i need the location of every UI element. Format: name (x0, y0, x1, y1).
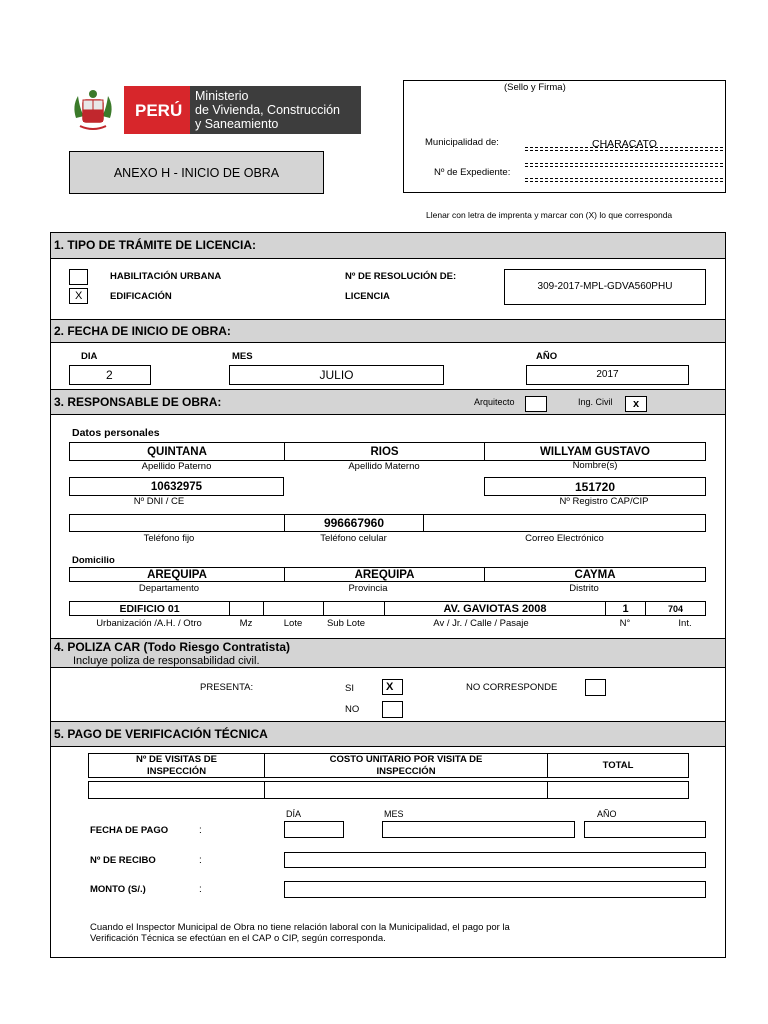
telefono-fijo-label: Teléfono fijo (143, 533, 195, 544)
expediente-line-4 (525, 181, 723, 182)
costo-header-line2: INSPECCIÓN (376, 765, 436, 777)
pago-dia-input[interactable] (284, 821, 344, 838)
ing-civil-label: Ing. Civil (578, 397, 613, 407)
municipalidad-label: Municipalidad de: (425, 137, 499, 148)
section-2-title: 2. FECHA DE INICIO DE OBRA: (54, 324, 231, 338)
municipalidad-line-2 (525, 150, 723, 151)
sello-label: (Sello y Firma) (504, 82, 566, 93)
pago-anio-input[interactable] (584, 821, 706, 838)
distrito-field[interactable]: CAYMA (574, 568, 616, 581)
no-corresponde-label: NO CORRESPONDE (466, 682, 558, 693)
anio-input[interactable] (526, 365, 689, 385)
cap-box (484, 477, 706, 496)
habilitacion-checkbox[interactable] (69, 269, 88, 285)
visitas-header (89, 754, 265, 777)
provincia-field[interactable]: AREQUIPA (285, 568, 485, 581)
ministry-line-3: y Saneamiento (195, 117, 279, 131)
edificacion-mark: X (75, 290, 83, 302)
visitas-header-line1: Nº DE VISITAS DE (136, 754, 217, 765)
apellido-paterno-field[interactable]: QUINTANA (70, 443, 285, 460)
dni-label: Nº DNI / CE (133, 496, 185, 507)
visitas-cell[interactable] (89, 782, 265, 798)
interior-field[interactable]: 704 (667, 603, 684, 614)
monto-colon: : (199, 884, 202, 895)
address-row (69, 601, 706, 616)
anio-label: AÑO (536, 351, 558, 362)
ministry-line-1: Ministerio (195, 89, 249, 103)
si-label: SI (345, 683, 354, 694)
ministry-block (190, 86, 361, 134)
presenta-label: PRESENTA: (200, 682, 254, 693)
visitas-header-line2: INSPECCIÓN (146, 765, 207, 777)
contact-row (69, 514, 706, 532)
section-5-header (51, 721, 725, 747)
mes-input[interactable] (229, 365, 444, 385)
ing-civil-checkbox[interactable] (625, 396, 647, 412)
monto-input[interactable] (284, 881, 706, 898)
total-header: TOTAL (602, 760, 634, 771)
resolucion-label-1: Nº DE RESOLUCIÓN DE: (345, 271, 457, 282)
domicilio-label: Domicilio (72, 555, 115, 566)
calle-field[interactable]: AV. GAVIOTAS 2008 (385, 602, 606, 615)
expediente-line-1 (525, 163, 723, 164)
sublote-field[interactable] (324, 602, 385, 615)
ing-civil-mark: x (633, 398, 640, 410)
no-label: NO (345, 704, 360, 715)
location-row (69, 567, 706, 582)
pago-mes-input[interactable] (382, 821, 575, 838)
pago-anio-label: AÑO (597, 809, 617, 819)
datos-personales-label: Datos personales (72, 427, 160, 439)
municipalidad-line-1 (525, 147, 723, 148)
recibo-label: Nº DE RECIBO (90, 855, 156, 866)
correo-label: Correo Electrónico (525, 533, 604, 544)
poliza-si-checkbox[interactable] (382, 679, 403, 695)
recibo-input[interactable] (284, 852, 706, 868)
resolucion-input[interactable] (504, 269, 706, 305)
dia-value: 2 (106, 368, 113, 382)
expediente-line-2 (525, 166, 723, 167)
sublote-label: Sub Lote (326, 618, 366, 629)
recibo-colon: : (199, 855, 202, 866)
peru-coat-of-arms (70, 88, 116, 134)
correo-field[interactable] (424, 515, 705, 531)
urbanizacion-label: Urbanización /A.H. / Otro (96, 618, 202, 629)
arquitecto-label: Arquitecto (474, 397, 515, 407)
anio-value: 2017 (596, 369, 619, 380)
poliza-si-mark: X (386, 681, 394, 693)
municipalidad-value[interactable]: CHARACATO (592, 138, 657, 150)
departamento-label: Departamento (138, 583, 200, 594)
mz-label: Mz (239, 618, 253, 629)
edificacion-label: EDIFICACIÓN (110, 291, 172, 302)
fecha-pago-colon: : (199, 825, 202, 836)
section-4-title: 4. POLIZA CAR (Todo Riesgo Contratista) (54, 640, 290, 654)
no-corresponde-checkbox[interactable] (585, 679, 606, 696)
pago-note-line1: Cuando el Inspector Municipal de Obra no tiene relación laboral con la Municipalidad, el pago por la (90, 922, 510, 933)
lote-field[interactable] (264, 602, 324, 615)
mz-field[interactable] (230, 602, 264, 615)
page-title: ANEXO H - INICIO DE OBRA (113, 166, 280, 180)
form-title-box (69, 151, 324, 194)
section-1-header (51, 232, 725, 259)
mes-value: JULIO (319, 368, 354, 382)
telefono-fijo-field[interactable] (70, 515, 285, 531)
costo-header-line1: COSTO UNITARIO POR VISITA DE (329, 754, 483, 765)
calle-label: Av / Jr. / Calle / Pasaje (433, 618, 529, 629)
expediente-label: Nº de Expediente: (434, 167, 511, 178)
section-4-subtitle: Incluye poliza de responsabilidad civil. (73, 655, 260, 667)
cap-field[interactable]: 151720 (574, 479, 616, 494)
distrito-label: Distrito (569, 583, 599, 594)
names-row (69, 442, 706, 461)
dni-box (69, 477, 284, 496)
pago-mes-label: MES (384, 809, 404, 819)
sello-box (403, 80, 726, 193)
arquitecto-checkbox[interactable] (525, 396, 547, 412)
section-2-header (51, 319, 725, 343)
apellido-paterno-label: Apellido Paterno (141, 461, 212, 472)
numero-field[interactable]: 1 (606, 602, 646, 615)
apellido-materno-field[interactable]: RIOS (285, 443, 485, 460)
pago-note-line2: Verificación Técnica se efectúan en el CAP o CIP, según corresponda. (90, 933, 386, 944)
total-cell[interactable] (548, 782, 688, 798)
instructions-text: Llenar con letra de imprenta y marcar con (X) lo que corresponda (426, 210, 673, 220)
lote-label: Lote (283, 618, 303, 629)
cap-label: Nº Registro CAP/CIP (559, 496, 649, 507)
pago-table-row (88, 781, 689, 799)
costo-header (265, 754, 548, 777)
nombres-label: Nombre(s) (572, 460, 618, 471)
dia-input[interactable] (69, 365, 151, 385)
dia-label: DIA (81, 351, 98, 362)
mes-label: MES (232, 351, 253, 362)
pago-dia-label: DÍA (286, 809, 302, 819)
apellido-materno-label: Apellido Materno (348, 461, 420, 472)
interior-label: Int. (678, 618, 692, 629)
section-5-title: 5. PAGO DE VERIFICACIÓN TÉCNICA (54, 727, 268, 741)
celular-field[interactable]: 996667960 (285, 515, 424, 531)
peru-brand-block (124, 86, 190, 134)
numero-label: N° (619, 618, 631, 629)
edificacion-checkbox[interactable] (69, 288, 88, 304)
peru-label: PERÚ (135, 101, 183, 120)
expediente-line-3 (525, 178, 723, 179)
resolucion-label-2: LICENCIA (345, 291, 390, 302)
coat-of-arms-icon (70, 88, 116, 134)
dni-field[interactable]: 10632975 (150, 480, 203, 493)
monto-label: MONTO (S/.) (90, 884, 146, 895)
pago-table-header (88, 753, 689, 778)
habilitacion-label: HABILITACIÓN URBANA (110, 271, 222, 282)
section-3-header (51, 389, 725, 415)
costo-cell[interactable] (265, 782, 548, 798)
section-1-title: 1. TIPO DE TRÁMITE DE LICENCIA: (54, 238, 257, 252)
section-4-header (51, 638, 725, 668)
urbanizacion-field[interactable]: EDIFICIO 01 (70, 602, 230, 615)
fecha-pago-label: FECHA DE PAGO (90, 825, 169, 836)
departamento-field[interactable]: AREQUIPA (70, 568, 285, 581)
resolucion-value: 309-2017-MPL-GDVA560PHU (537, 281, 673, 292)
nombres-field[interactable]: WILLYAM GUSTAVO (540, 445, 650, 458)
poliza-no-checkbox[interactable] (382, 701, 403, 718)
section-3-title: 3. RESPONSABLE DE OBRA: (54, 395, 222, 409)
celular-label: Teléfono celular (320, 533, 387, 544)
ministry-line-2: de Vivienda, Construcción (195, 103, 340, 117)
provincia-label: Provincia (348, 583, 388, 594)
